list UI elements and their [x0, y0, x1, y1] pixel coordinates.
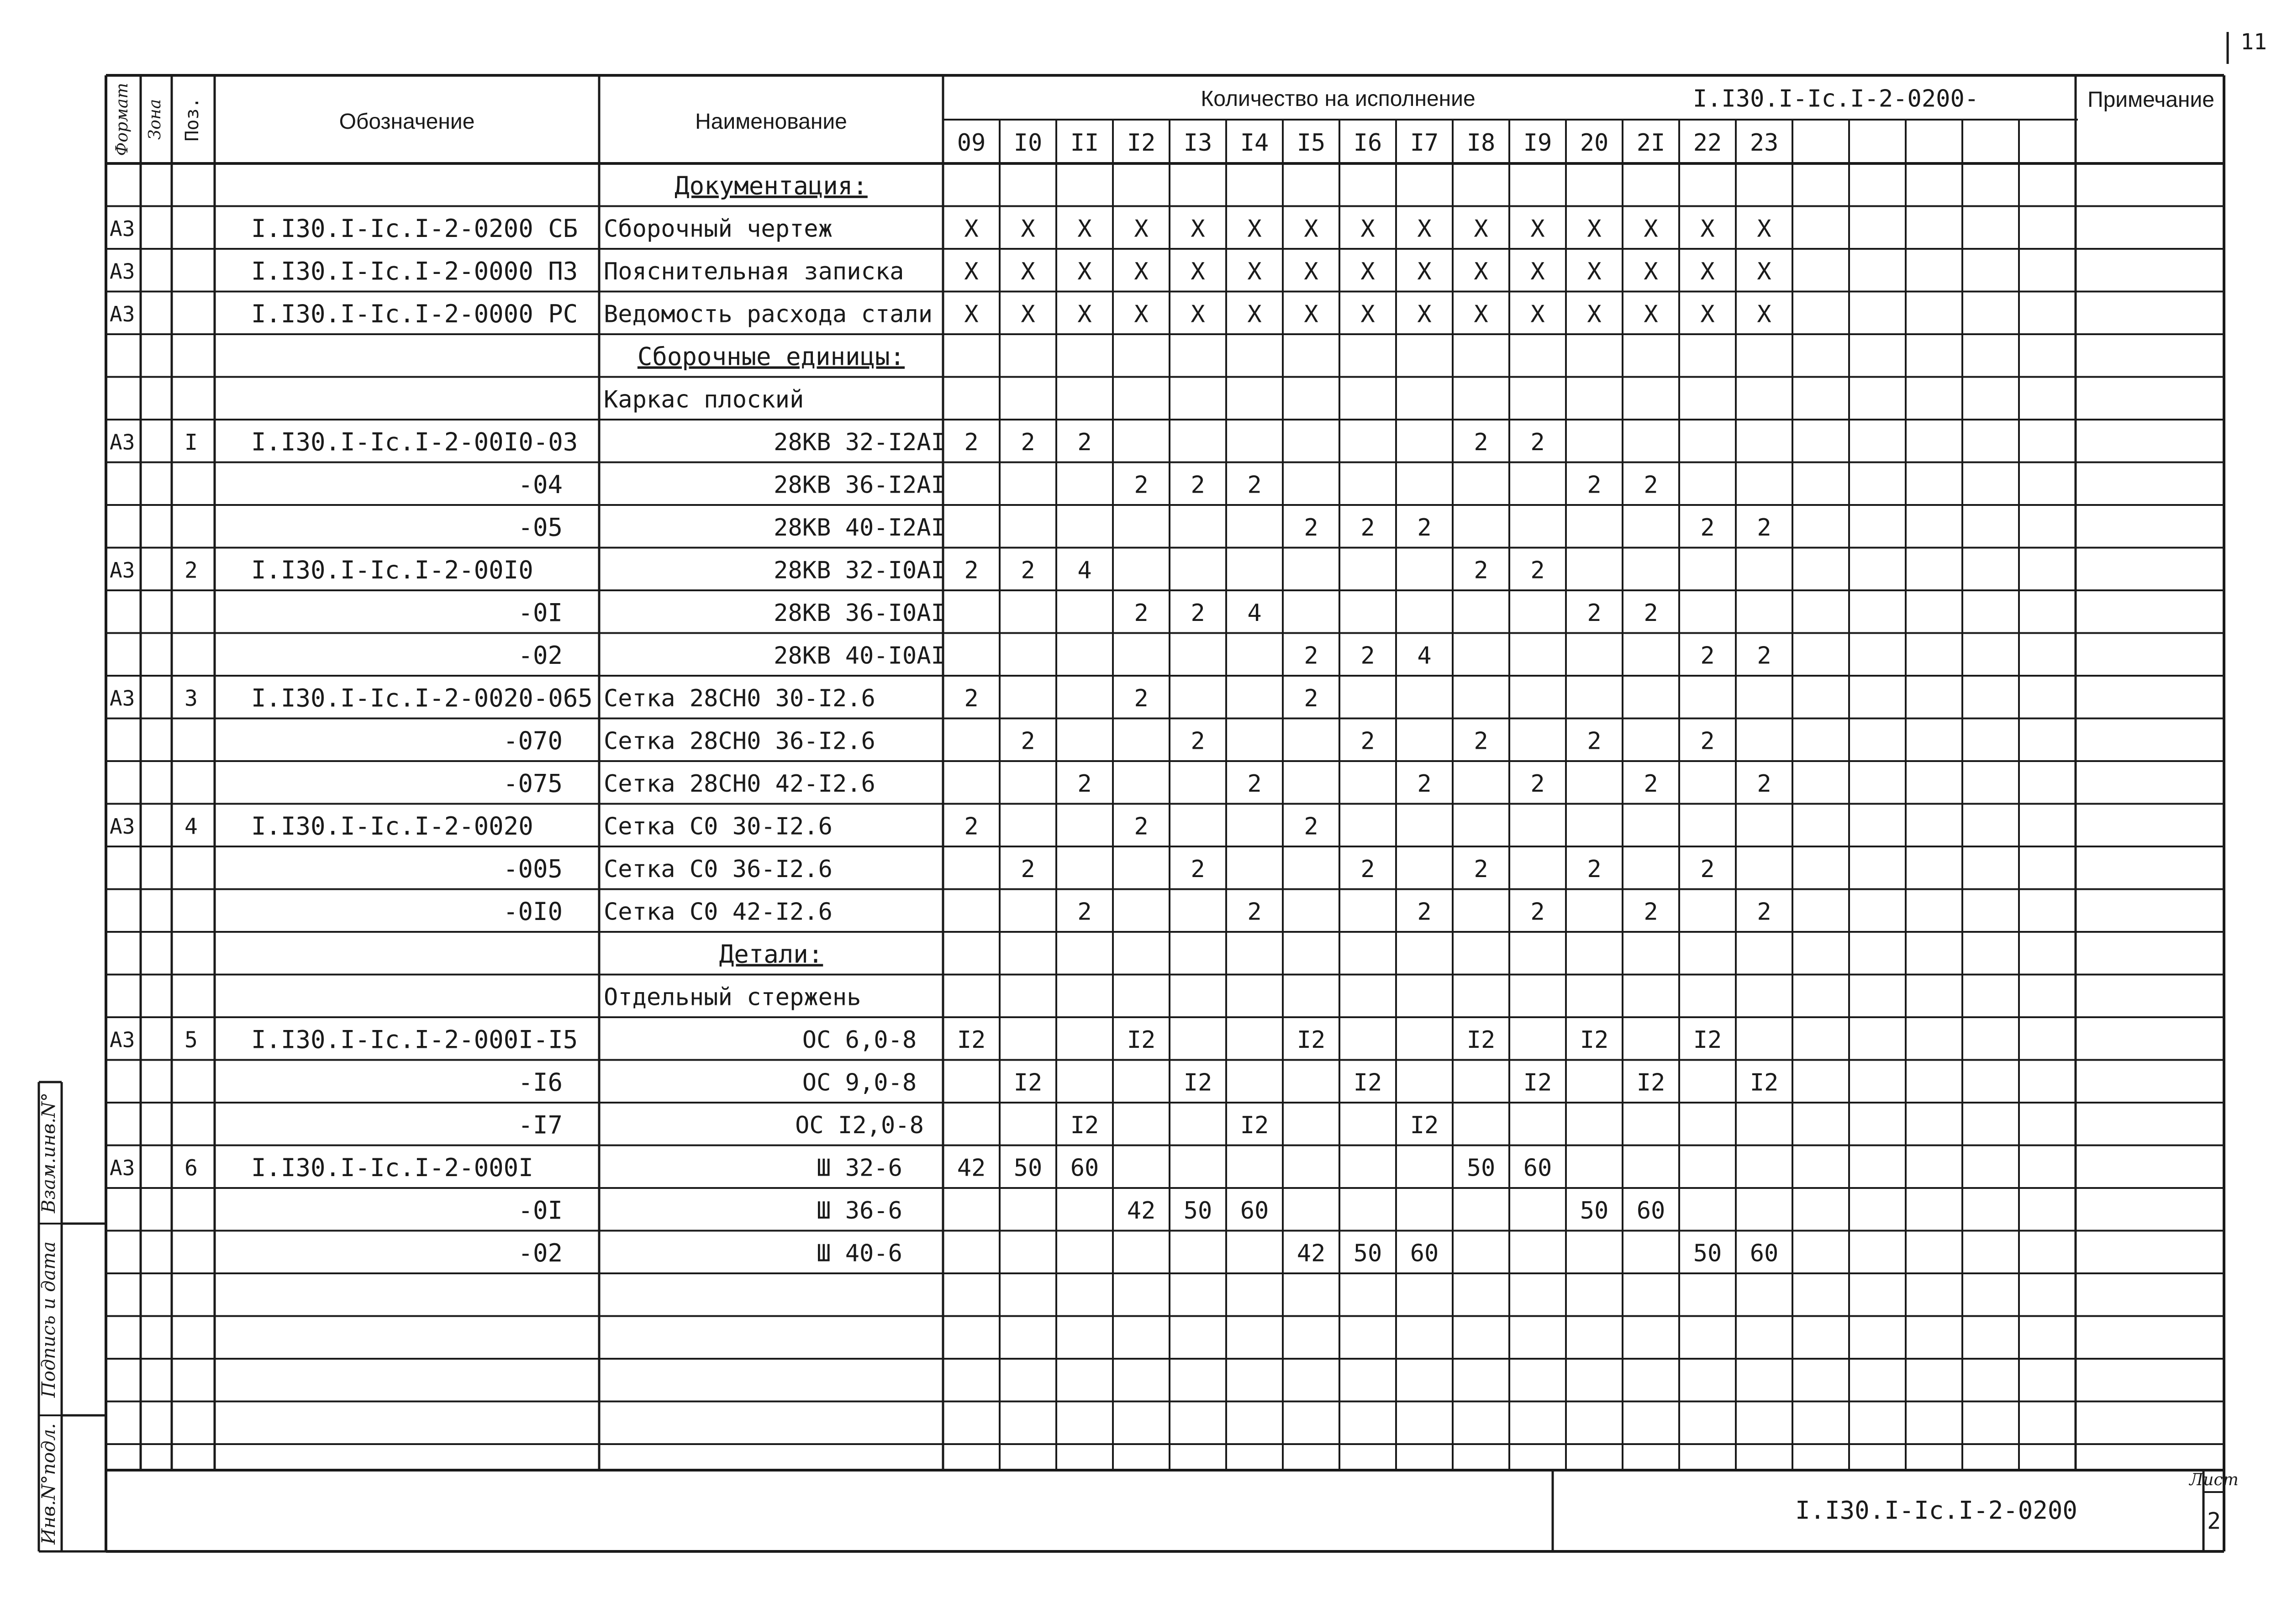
cell-quantity: 42 [1296, 1240, 1326, 1267]
cell-quantity: X [1191, 258, 1205, 285]
cell-quantity: X [1474, 258, 1488, 285]
header-variant: I8 [1466, 129, 1496, 157]
header-pos: Поз. [182, 97, 203, 142]
cell-quantity: X [1077, 300, 1092, 328]
cell-name: 28КВ 40-I0АI [774, 642, 945, 670]
cell-quantity: X [1757, 258, 1771, 285]
section-heading: Сборочные единицы: [637, 342, 905, 371]
cell-name: Сетка С0 42-I2.6 [604, 898, 833, 926]
cell-name: Сетка 28СН0 42-I2.6 [604, 770, 875, 798]
cell-quantity: X [1134, 258, 1149, 285]
header-note: Примечание [2087, 88, 2214, 112]
cell-name: 28КВ 32-I2АI [774, 428, 945, 456]
header-variant: 23 [1750, 129, 1779, 157]
cell-quantity: 2 [1021, 727, 1035, 755]
cell-quantity: X [1417, 215, 1432, 243]
cell-quantity: X [1077, 258, 1092, 285]
cell-quantity: X [1474, 300, 1488, 328]
cell-quantity: X [1134, 300, 1149, 328]
cell-quantity: X [1644, 300, 1658, 328]
cell-quantity: X [964, 300, 979, 328]
cell-quantity: 50 [1693, 1240, 1722, 1267]
cell-name: Ш 32-6 [817, 1154, 902, 1182]
cell-quantity: X [1021, 300, 1035, 328]
cell-quantity: 50 [1013, 1154, 1043, 1182]
cell-quantity: 4 [1247, 599, 1262, 627]
cell-quantity: 2 [1644, 770, 1658, 798]
cell-quantity: 60 [1523, 1154, 1552, 1182]
cell-quantity: 2 [1587, 855, 1602, 883]
cell-designation: -02 [518, 1238, 563, 1267]
cell-quantity: 50 [1183, 1197, 1212, 1225]
cell-quantity: 2 [1474, 557, 1488, 584]
cell-quantity: 60 [1410, 1240, 1439, 1267]
cell-name: Сборочный чертеж [604, 215, 833, 243]
cell-name: 28КВ 36-I2АI [774, 471, 945, 499]
cell-designation: -I6 [518, 1067, 563, 1097]
cell-quantity: 2 [1644, 898, 1658, 926]
cell-name: Сетка 28СН0 30-I2.6 [604, 684, 875, 712]
cell-quantity: X [1530, 215, 1545, 243]
cell-designation: I.I30.I-Ic.I-2-0020 [251, 811, 533, 841]
cell-quantity: 4 [1417, 642, 1432, 670]
cell-quantity: I2 [1183, 1069, 1212, 1097]
cell-format: А3 [110, 814, 135, 839]
cell-quantity: X [1587, 258, 1602, 285]
header-variant: 2I [1636, 129, 1665, 157]
cell-quantity: 2 [1191, 727, 1205, 755]
cell-quantity: 2 [1700, 642, 1715, 670]
cell-name: Сетка 28СН0 36-I2.6 [604, 727, 875, 755]
cell-quantity: 2 [1021, 428, 1035, 456]
cell-quantity: 2 [1247, 898, 1262, 926]
cell-quantity: 2 [1530, 770, 1545, 798]
cell-quantity: X [1360, 215, 1375, 243]
cell-quantity: I2 [1636, 1069, 1665, 1097]
cell-designation: -04 [518, 470, 563, 499]
cell-quantity: 42 [1127, 1197, 1156, 1225]
cell-designation: -0I0 [503, 897, 563, 926]
cell-quantity: 2 [1191, 855, 1205, 883]
cell-quantity: 60 [1750, 1240, 1779, 1267]
side-stamp-signature: Подпись и дата [38, 1241, 59, 1398]
cell-quantity: X [1247, 300, 1262, 328]
cell-quantity: I2 [1750, 1069, 1779, 1097]
cell-format: А3 [110, 1155, 135, 1180]
cell-quantity: 42 [957, 1154, 986, 1182]
header-variant: I4 [1240, 129, 1269, 157]
cell-quantity: 4 [1077, 557, 1092, 584]
cell-quantity: X [1530, 300, 1545, 328]
cell-quantity: X [964, 215, 979, 243]
header-name: Наименование [695, 110, 847, 134]
cell-quantity: 2 [1077, 770, 1092, 798]
cell-quantity: I2 [1127, 1026, 1156, 1054]
cell-quantity: 2 [1134, 599, 1149, 627]
cell-pos: 6 [184, 1155, 198, 1181]
cell-quantity: 2 [1474, 428, 1488, 456]
cell-quantity: 2 [1700, 727, 1715, 755]
cell-quantity: 2 [1530, 557, 1545, 584]
cell-designation: -05 [518, 513, 563, 542]
cell-quantity: X [1191, 215, 1205, 243]
cell-format: А3 [110, 216, 135, 241]
cell-name: Каркас плоский [604, 386, 804, 414]
cell-quantity: 60 [1240, 1197, 1269, 1225]
cell-quantity: 2 [1587, 599, 1602, 627]
cell-quantity: 2 [1587, 471, 1602, 499]
cell-quantity: X [1417, 258, 1432, 285]
cell-quantity: 2 [1021, 557, 1035, 584]
cell-quantity: X [1530, 258, 1545, 285]
cell-designation: -075 [503, 769, 563, 798]
cell-quantity: X [1757, 300, 1771, 328]
cell-quantity: X [1587, 215, 1602, 243]
header-variant: I0 [1013, 129, 1043, 157]
cell-designation: I.I30.I-Ic.I-2-0000 ПЗ [251, 257, 578, 286]
cell-designation: -0I [518, 598, 563, 627]
cell-quantity: I2 [1240, 1111, 1269, 1139]
cell-name: Ведомость расхода стали [604, 300, 933, 328]
cell-quantity: 2 [1757, 514, 1771, 541]
header-format: Формат [113, 83, 132, 156]
cell-quantity: 2 [1247, 471, 1262, 499]
cell-quantity: 2 [1360, 727, 1375, 755]
cell-designation: -0I [518, 1196, 563, 1225]
cell-quantity: X [1587, 300, 1602, 328]
cell-format: А3 [110, 1027, 135, 1052]
header-designation: Обозначение [339, 110, 475, 134]
cell-quantity: 2 [1360, 855, 1375, 883]
cell-designation: -070 [503, 726, 563, 755]
cell-quantity: X [1077, 215, 1092, 243]
cell-quantity: 2 [1134, 684, 1149, 712]
cell-name: Сетка С0 30-I2.6 [604, 813, 833, 841]
cell-pos: I [184, 429, 198, 455]
cell-quantity: 2 [1530, 428, 1545, 456]
cell-quantity: X [1700, 258, 1715, 285]
cell-quantity: X [1304, 258, 1318, 285]
cell-quantity: 2 [1077, 898, 1092, 926]
cell-format: А3 [110, 557, 135, 583]
cell-quantity: 2 [1700, 514, 1715, 541]
cell-designation: -I7 [518, 1110, 563, 1140]
cell-designation: I.I30.I-Ic.I-2-00I0-03 [251, 427, 578, 457]
cell-quantity: I2 [1410, 1111, 1439, 1139]
side-stamp-replaced-inv: Взам.инв.N° [38, 1092, 59, 1214]
cell-quantity: X [1700, 215, 1715, 243]
cell-quantity: 2 [1530, 898, 1545, 926]
cell-quantity: X [1304, 300, 1318, 328]
cell-name: Ш 40-6 [817, 1240, 902, 1267]
cell-quantity: 2 [1644, 471, 1658, 499]
cell-quantity: 2 [1134, 813, 1149, 841]
header-variant: I3 [1183, 129, 1212, 157]
cell-quantity: X [1304, 215, 1318, 243]
header-variant: I2 [1127, 129, 1156, 157]
cell-quantity: 2 [1474, 855, 1488, 883]
cell-quantity: 2 [964, 813, 979, 841]
cell-pos: 3 [184, 685, 198, 711]
cell-name: Пояснительная записка [604, 258, 904, 285]
cell-quantity: 2 [1587, 727, 1602, 755]
cell-quantity: 2 [964, 684, 979, 712]
cell-quantity: 2 [1304, 642, 1318, 670]
header-base-code: I.I30.I-Ic.I-2-0200- [1692, 85, 1979, 113]
cell-quantity: X [1247, 215, 1262, 243]
cell-quantity: 2 [1757, 770, 1771, 798]
cell-pos: 4 [184, 814, 198, 840]
cell-quantity: X [1360, 300, 1375, 328]
cell-quantity: X [1700, 300, 1715, 328]
cell-quantity: 50 [1466, 1154, 1496, 1182]
cell-quantity: I2 [1523, 1069, 1552, 1097]
cell-quantity: X [1191, 300, 1205, 328]
cell-quantity: 2 [1417, 514, 1432, 541]
cell-format: А3 [110, 430, 135, 455]
footer-sheet-no: 2 [2207, 1508, 2221, 1535]
cell-quantity: 2 [1417, 898, 1432, 926]
header-quantity: Количество на исполнение [1201, 87, 1476, 111]
header-zone: Зона [146, 99, 164, 140]
footer-code: I.I30.I-Ic.I-2-0200 [1795, 1496, 2077, 1525]
cell-pos: 2 [184, 557, 198, 583]
cell-quantity: 2 [1304, 684, 1318, 712]
cell-quantity: 2 [1474, 727, 1488, 755]
cell-quantity: 60 [1070, 1154, 1099, 1182]
cell-quantity: I2 [1353, 1069, 1382, 1097]
cell-name: 28КВ 36-I0АI [774, 599, 945, 627]
cell-quantity: 50 [1580, 1197, 1609, 1225]
cell-quantity: 2 [1247, 770, 1262, 798]
cell-format: А3 [110, 686, 135, 711]
cell-quantity: 60 [1636, 1197, 1665, 1225]
cell-quantity: 2 [1644, 599, 1658, 627]
cell-quantity: I2 [1070, 1111, 1099, 1139]
cell-name: 28КВ 32-I0АI [774, 557, 945, 584]
cell-quantity: I2 [1013, 1069, 1043, 1097]
cell-quantity: I2 [1296, 1026, 1326, 1054]
cell-quantity: 2 [1417, 770, 1432, 798]
cell-quantity: 2 [1134, 471, 1149, 499]
footer-sheet-label: Лист [2189, 1471, 2239, 1489]
cell-quantity: X [1474, 215, 1488, 243]
cell-quantity: X [1021, 215, 1035, 243]
header-variant: II [1070, 129, 1099, 157]
header-variant: 22 [1693, 129, 1722, 157]
cell-designation: I.I30.I-Ic.I-2-0020-065 [251, 683, 593, 713]
cell-designation: -02 [518, 641, 563, 670]
cell-designation: I.I30.I-Ic.I-2-0200 СБ [251, 214, 578, 243]
cell-quantity: X [1360, 258, 1375, 285]
header-variant: I9 [1523, 129, 1552, 157]
cell-format: А3 [110, 301, 135, 326]
cell-quantity: X [1134, 215, 1149, 243]
cell-quantity: 2 [1757, 898, 1771, 926]
cell-quantity: X [1644, 215, 1658, 243]
cell-name: Отдельный стержень [604, 983, 861, 1011]
cell-quantity: X [1021, 258, 1035, 285]
cell-quantity: X [1417, 300, 1432, 328]
section-heading: Детали: [719, 940, 823, 969]
cell-quantity: 2 [1191, 471, 1205, 499]
cell-name: ОС I2,0-8 [795, 1111, 924, 1139]
cell-quantity: 2 [1700, 855, 1715, 883]
cell-name: 28КВ 40-I2АI [774, 514, 945, 541]
cell-quantity: 2 [1191, 599, 1205, 627]
side-stamp-inv-no: Инв.N°подл. [38, 1423, 59, 1545]
cell-name: ОС 6,0-8 [802, 1026, 917, 1054]
cell-quantity: 2 [1077, 428, 1092, 456]
header-variant: I5 [1296, 129, 1326, 157]
header-variant: I7 [1410, 129, 1439, 157]
cell-quantity: 2 [1304, 514, 1318, 541]
cell-quantity: 50 [1353, 1240, 1382, 1267]
cell-name: ОС 9,0-8 [802, 1069, 917, 1097]
cell-quantity: 2 [1360, 514, 1375, 541]
section-heading: Документация: [675, 171, 868, 200]
cell-quantity: 2 [964, 428, 979, 456]
cell-quantity: I2 [957, 1026, 986, 1054]
header-variant: 20 [1580, 129, 1609, 157]
cell-designation: I.I30.I-Ic.I-2-0000 РС [251, 299, 578, 328]
cell-designation: I.I30.I-Ic.I-2-000I [251, 1153, 533, 1182]
cell-name: Ш 36-6 [817, 1197, 902, 1225]
cell-quantity: 2 [1757, 642, 1771, 670]
cell-quantity: I2 [1466, 1026, 1496, 1054]
cell-quantity: X [1644, 258, 1658, 285]
cell-quantity: 2 [1021, 855, 1035, 883]
cell-designation: -005 [503, 854, 563, 883]
cell-format: А3 [110, 259, 135, 284]
cell-designation: I.I30.I-Ic.I-2-00I0 [251, 555, 533, 584]
cell-quantity: X [1247, 258, 1262, 285]
cell-pos: 5 [184, 1027, 198, 1053]
cell-designation: I.I30.I-Ic.I-2-000I-I5 [251, 1025, 578, 1054]
header-variant: I6 [1353, 129, 1382, 157]
page-number: 11 [2240, 29, 2267, 55]
header-variant: 09 [957, 129, 986, 157]
cell-quantity: I2 [1693, 1026, 1722, 1054]
cell-name: Сетка С0 36-I2.6 [604, 855, 833, 883]
cell-quantity: I2 [1580, 1026, 1609, 1054]
cell-quantity: 2 [1360, 642, 1375, 670]
cell-quantity: 2 [1304, 813, 1318, 841]
cell-quantity: X [1757, 215, 1771, 243]
cell-quantity: X [964, 258, 979, 285]
cell-quantity: 2 [964, 557, 979, 584]
